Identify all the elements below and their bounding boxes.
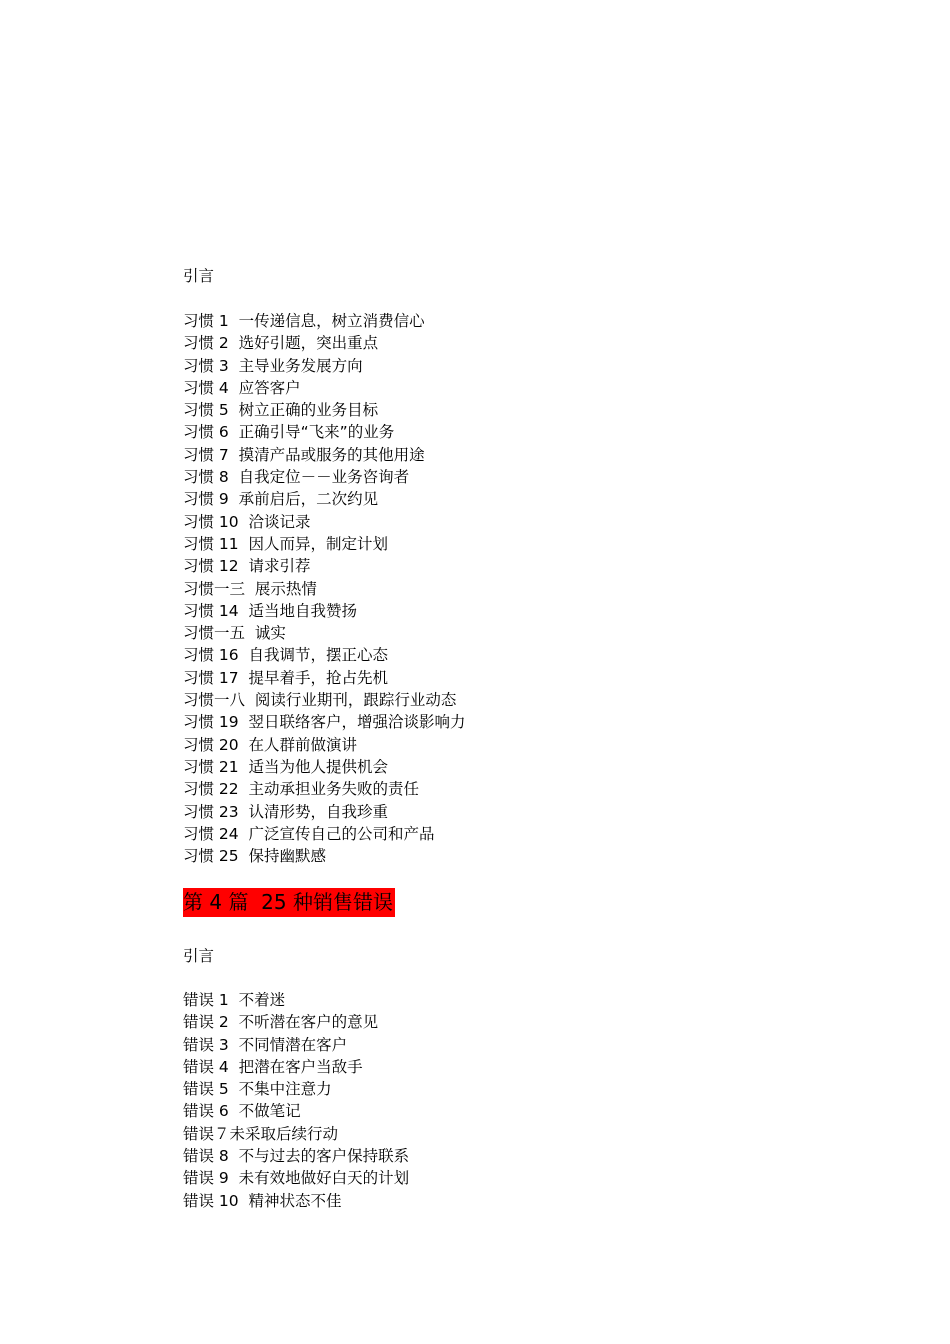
mistake-list <box>183 989 409 1212</box>
habit-item: 习惯 12 请求引荐 <box>183 557 311 576</box>
chapter-heading: 第 4 篇 25 种销售错误 <box>183 888 395 917</box>
habit-item: 习惯 7 摸清产品或服务的其他用途 <box>183 445 425 464</box>
habit-item: 习惯 16 自我调节，摆正心态 <box>183 646 389 665</box>
mistake-item: 错误 1 不着迷 <box>183 991 286 1009</box>
habit-item: 习惯 11 因人而异，制定计划 <box>183 534 389 553</box>
chapter-intro: 引言 <box>183 947 215 965</box>
habit-item: 习惯 9 承前启后，二次约见 <box>183 490 379 509</box>
habit-item: 习惯 5 树立正确的业务目标 <box>183 401 379 420</box>
habit-item: 习惯 3 主导业务发展方向 <box>183 356 363 375</box>
mistake-item: 错误 8 不与过去的客户保持联系 <box>183 1147 410 1166</box>
mistake-item: 错误 9 未有效地做好白天的计划 <box>183 1169 410 1188</box>
habit-item: 习惯 4 应答客户 <box>183 378 301 397</box>
habit-item: 习惯一八 阅读行业期刊，跟踪行业动态 <box>183 691 457 710</box>
habit-item: 习惯 23 认清形势，自我珍重 <box>183 802 389 821</box>
mistake-item: 错误７未采取后续行动 <box>183 1124 339 1143</box>
habit-item: 习惯一三 展示热情 <box>183 579 317 598</box>
mistake-item: 错误 2 不听潜在客户的意见 <box>183 1013 379 1032</box>
mistake-item: 错误 4 把潜在客户当敌手 <box>183 1057 363 1076</box>
mistake-item: 错误 10 精神状态不佳 <box>183 1191 342 1210</box>
habit-item: 习惯 1 一传递信息，树立消费信心 <box>183 312 425 330</box>
habit-item: 习惯 14 适当地自我赞扬 <box>183 601 358 620</box>
habit-item: 习惯 24 广泛宣传自己的公司和产品 <box>183 824 435 843</box>
mistake-item: 错误 3 不同情潜在客户 <box>183 1035 348 1054</box>
habit-list <box>183 310 466 867</box>
habit-item: 习惯 6 正确引导“飞来”的业务 <box>183 423 395 442</box>
habit-item: 习惯 20 在人群前做演讲 <box>183 735 358 754</box>
habit-item: 习惯 19 翌日联络客户，增强洽谈影响力 <box>183 713 466 732</box>
mistake-item: 错误 5 不集中注意力 <box>183 1080 332 1099</box>
section-intro: 引言 <box>183 267 215 285</box>
mistake-item: 错误 6 不做笔记 <box>183 1102 301 1121</box>
habit-item: 习惯 2 选好引题，突出重点 <box>183 334 379 353</box>
habit-item: 习惯一五 诚实 <box>183 624 286 643</box>
habit-item: 习惯 22 主动承担业务失败的责任 <box>183 780 420 799</box>
habit-item: 习惯 8 自我定位－－业务咨询者 <box>183 468 410 487</box>
habit-item: 习惯 25 保持幽默感 <box>183 847 327 866</box>
habit-item: 习惯 17 提早着手，抢占先机 <box>183 668 389 687</box>
habit-item: 习惯 10 洽谈记录 <box>183 512 311 531</box>
habit-item: 习惯 21 适当为他人提供机会 <box>183 757 389 776</box>
